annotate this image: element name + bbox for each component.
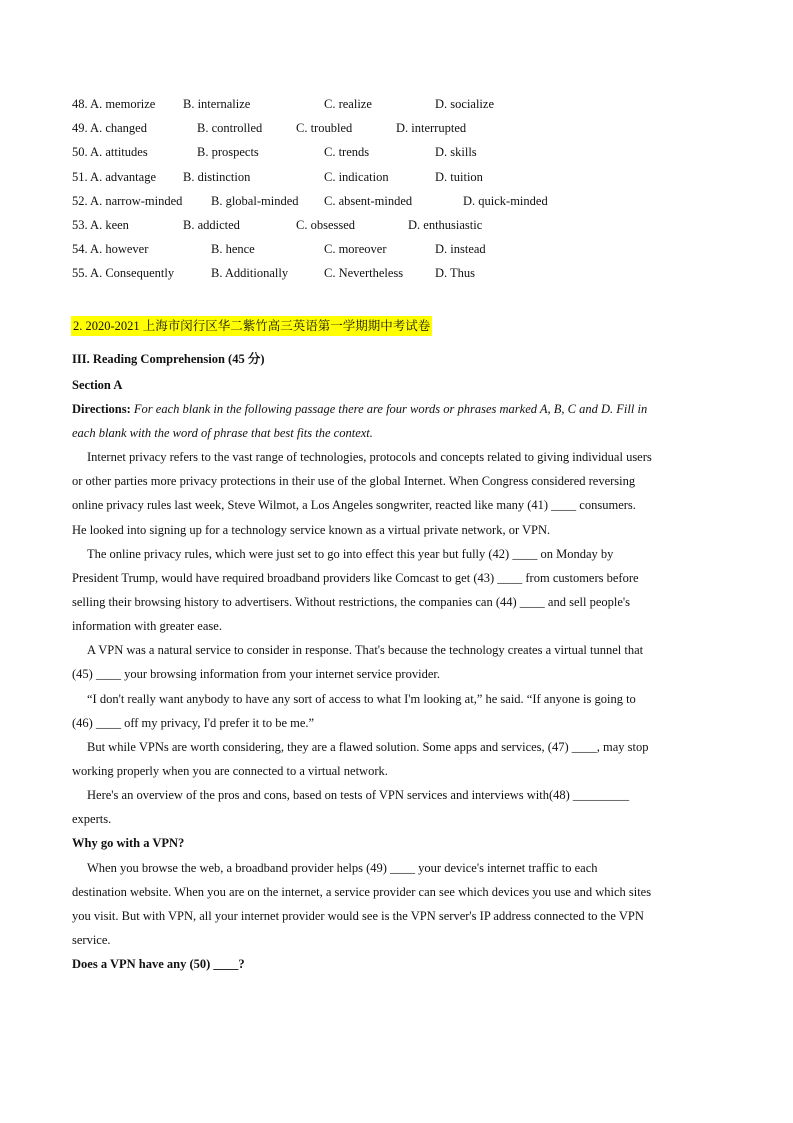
option-b: B. Additionally bbox=[211, 266, 289, 280]
option-d: D. socialize bbox=[435, 97, 495, 111]
passage-line: President Trump, would have required broadband providers like Comcast to get (43) ____ from customers before bbox=[72, 571, 639, 585]
section-source-highlight: 2. 2020-2021 上海市闵行区华二紫竹高三英语第一学期期中考试卷 bbox=[71, 316, 432, 336]
option-b: B. prospects bbox=[197, 145, 259, 159]
option-a: 55. A. Consequently bbox=[72, 266, 175, 280]
passage-line: He looked into signing up for a technology service known as a virtual private network, or VPN. bbox=[72, 523, 551, 537]
option-d: D. skills bbox=[435, 145, 477, 159]
passage-line: online privacy rules last week, Steve Wilmot, a Los Angeles songwriter, reacted like many (41) ____ consumers. bbox=[72, 498, 636, 512]
option-c: C. Nevertheless bbox=[324, 266, 404, 280]
passage-line: “I don't really want anybody to have any sort of access to what I'm looking at,” he said. “If anyone is going to bbox=[87, 692, 636, 706]
directions-label: Directions: bbox=[72, 402, 131, 416]
option-a: 49. A. changed bbox=[72, 121, 147, 135]
directions-line-2: each blank with the word of phrase that best fits the context. bbox=[72, 426, 373, 440]
option-c: C. troubled bbox=[296, 121, 353, 135]
directions-line-1 bbox=[72, 400, 647, 418]
option-b: B. controlled bbox=[197, 121, 263, 135]
option-b: B. hence bbox=[211, 242, 255, 256]
option-d: D. enthusiastic bbox=[408, 218, 483, 232]
option-b: B. addicted bbox=[183, 218, 240, 232]
option-d: D. instead bbox=[435, 242, 486, 256]
option-c: C. obsessed bbox=[296, 218, 356, 232]
option-c: C. realize bbox=[324, 97, 372, 111]
option-b: B. distinction bbox=[183, 170, 251, 184]
subheading-vpn-downsides: Does a VPN have any (50) ____? bbox=[72, 957, 245, 971]
passage-line: Internet privacy refers to the vast range of technologies, protocols and concepts related to giving individual users bbox=[87, 450, 652, 464]
option-d: D. tuition bbox=[435, 170, 483, 184]
option-a: 54. A. however bbox=[72, 242, 149, 256]
option-c: C. moreover bbox=[324, 242, 387, 256]
passage-line: information with greater ease. bbox=[72, 619, 222, 633]
subheading-why-vpn: Why go with a VPN? bbox=[72, 836, 185, 850]
passage-line: working properly when you are connected to a virtual network. bbox=[72, 764, 388, 778]
passage-line: experts. bbox=[72, 812, 112, 826]
option-b: B. global-minded bbox=[211, 194, 299, 208]
option-d: D. interrupted bbox=[396, 121, 467, 135]
option-c: C. trends bbox=[324, 145, 370, 159]
passage-line: Here's an overview of the pros and cons, based on tests of VPN services and interviews with(48) _________ bbox=[87, 788, 630, 802]
option-a: 52. A. narrow-minded bbox=[72, 194, 183, 208]
passage-line: service. bbox=[72, 933, 111, 947]
option-a: 51. A. advantage bbox=[72, 170, 157, 184]
directions-text: For each blank in the following passage there are four words or phrases marked A, B, C and D. Fill in bbox=[130, 402, 648, 416]
passage-line: (45) ____ your browsing information from your internet service provider. bbox=[72, 667, 440, 681]
option-a: 50. A. attitudes bbox=[72, 145, 148, 159]
passage-line: you visit. But with VPN, all your internet provider would see is the VPN server's IP address connected to the VPN bbox=[72, 909, 644, 923]
option-d: D. quick-minded bbox=[463, 194, 548, 208]
passage-line: (46) ____ off my privacy, I'd prefer it to be me.” bbox=[72, 716, 315, 730]
passage-line: destination website. When you are on the internet, a service provider can see which devices you use and which sites bbox=[72, 885, 652, 899]
passage-line: The online privacy rules, which were just set to go into effect this year but fully (42) ____ on Monday by bbox=[87, 547, 614, 561]
section-heading: Section A bbox=[72, 378, 123, 392]
passage-line: or other parties more privacy protections in their use of the global Internet. When Congress considered reversing bbox=[72, 474, 636, 488]
option-d: D. Thus bbox=[435, 266, 476, 280]
passage-line: selling their browsing history to advertisers. Without restrictions, the companies can (44) ____ and sell people's bbox=[72, 595, 631, 609]
option-c: C. indication bbox=[324, 170, 389, 184]
option-b: B. internalize bbox=[183, 97, 251, 111]
passage-line: When you browse the web, a broadband provider helps (49) ____ your device's internet traffic to each bbox=[87, 861, 598, 875]
option-a: 48. A. memorize bbox=[72, 97, 156, 111]
option-a: 53. A. keen bbox=[72, 218, 129, 232]
option-c: C. absent-minded bbox=[324, 194, 413, 208]
reading-heading: III. Reading Comprehension (45 分) bbox=[72, 352, 265, 366]
passage-line: A VPN was a natural service to consider in response. That's because the technology creates a virtual tunnel that bbox=[87, 643, 644, 657]
passage-line: But while VPNs are worth considering, they are a flawed solution. Some apps and services, (47) ____, may stop bbox=[87, 740, 649, 754]
